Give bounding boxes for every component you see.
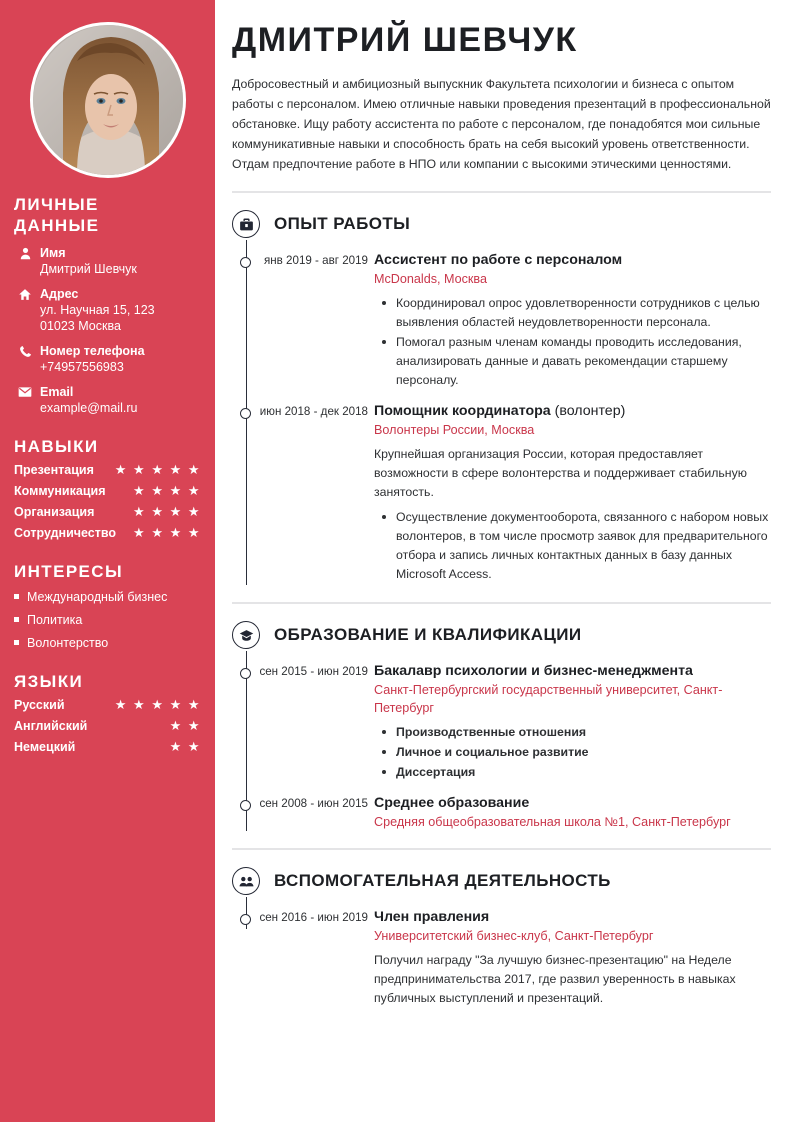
entry-dates: сен 2015 - июн 2019 xyxy=(259,665,368,678)
profile-photo-image xyxy=(33,25,186,178)
graduation-cap-icon xyxy=(232,621,260,649)
entry-title: Член правления xyxy=(374,909,490,925)
languages-heading: ЯЗЫКИ xyxy=(14,672,84,691)
entry-organization: McDonalds, Москва xyxy=(374,272,487,286)
language-name: Английский xyxy=(14,719,88,733)
contact-name xyxy=(14,245,201,277)
entry-dates: сен 2008 - июн 2015 xyxy=(259,797,368,810)
avatar xyxy=(30,22,186,178)
contact-label: Имя xyxy=(40,246,66,260)
square-bullet-icon xyxy=(14,617,19,622)
skill-name: Коммуникация xyxy=(14,484,106,498)
timeline-dot-icon xyxy=(240,257,251,268)
interest-label: Международный бизнес xyxy=(27,590,168,604)
language-row xyxy=(14,739,201,755)
entry-title: Среднее образование xyxy=(374,795,530,811)
entry-dates: сен 2016 - июн 2019 xyxy=(259,911,368,924)
section-header-experience xyxy=(232,210,771,238)
skill-row xyxy=(14,483,201,499)
activities-timeline xyxy=(232,897,771,1008)
language-rating-stars: ★ ★ xyxy=(169,739,201,754)
personal-details-heading-line1: ЛИЧНЫЕ xyxy=(14,195,99,214)
skill-name: Организация xyxy=(14,505,95,519)
skill-row xyxy=(14,504,201,520)
entry-description: Крупнейшая организация России, которая предоставляет возможности в сфере волонтерства и поддерживает стабильную занятость. xyxy=(374,447,747,499)
language-rating-stars: ★ ★ ★ ★ ★ xyxy=(114,697,201,712)
contact-value: example@mail.ru xyxy=(40,401,138,415)
skill-rating-stars: ★ ★ ★ ★ xyxy=(133,504,201,519)
section-header-activities xyxy=(232,867,771,895)
person-icon xyxy=(14,245,36,277)
bullet-item: Производственные отношения xyxy=(374,723,771,742)
bullet-item: Осуществление документооборота, связанного с набором новых волонтеров, в том числе просмотр заявок для предварительного отбора и запись личных контактных данных в базу данных Microsoft Access. xyxy=(374,508,771,584)
activity-entry xyxy=(232,897,771,1008)
entry-title: Ассистент по работе с персоналом xyxy=(374,252,623,268)
contact-email xyxy=(14,384,201,416)
page-title: ДМИТРИЙ ШЕВЧУК xyxy=(232,21,578,59)
interests-heading: ИНТЕРЕСЫ xyxy=(14,562,124,581)
entry-organization: Университетский бизнес-клуб, Санкт-Петербург xyxy=(374,929,654,943)
section-title: ВСПОМОГАТЕЛЬНАЯ ДЕЯТЕЛЬНОСТЬ xyxy=(274,871,611,890)
main-content xyxy=(215,0,793,1008)
interest-label: Волонтерство xyxy=(27,636,109,650)
section-divider xyxy=(232,602,771,604)
skill-rating-stars: ★ ★ ★ ★ xyxy=(133,525,201,540)
timeline-dot-icon xyxy=(240,914,251,925)
section-title: ОПЫТ РАБОТЫ xyxy=(274,214,411,233)
education-entry xyxy=(232,651,771,783)
contact-value-2: 01023 Москва xyxy=(40,319,121,333)
sidebar xyxy=(0,0,215,1122)
skill-row xyxy=(14,525,201,541)
contact-label: Email xyxy=(40,385,74,399)
interest-item xyxy=(14,589,201,605)
language-rating-stars: ★ ★ xyxy=(169,718,201,733)
contact-value: +74957556983 xyxy=(40,360,124,374)
education-timeline xyxy=(232,651,771,831)
contact-value: Дмитрий Шевчук xyxy=(40,262,137,276)
bullet-item: Диссертация xyxy=(374,763,771,782)
entry-title: Бакалавр психологии и бизнес-менеджмента xyxy=(374,663,693,679)
entry-description: Получил награду "За лучшую бизнес-презентацию" на Неделе предпринимательства 2017, где развил уверенность в навыках публичных выступлений и презентаций. xyxy=(374,953,736,1005)
experience-entry xyxy=(232,240,771,391)
briefcase-icon xyxy=(232,210,260,238)
people-icon xyxy=(232,867,260,895)
bullet-item: Личное и социальное развитие xyxy=(374,743,771,762)
skill-row xyxy=(14,462,201,478)
language-row xyxy=(14,718,201,734)
bullet-item: Координировал опрос удовлетворенности сотрудников с целью выявления областей неудовлетворенности персонала. xyxy=(374,294,771,332)
entry-bullets xyxy=(374,294,771,390)
skill-rating-stars: ★ ★ ★ ★ ★ xyxy=(114,462,201,477)
section-divider xyxy=(232,191,771,193)
entry-bullets xyxy=(374,723,771,782)
phone-icon xyxy=(14,343,36,375)
entry-bullets xyxy=(374,508,771,584)
personal-details-heading-line2: ДАННЫЕ xyxy=(14,216,100,235)
contact-phone xyxy=(14,343,201,375)
skill-rating-stars: ★ ★ ★ ★ xyxy=(133,483,201,498)
section-title: ОБРАЗОВАНИЕ И КВАЛИФИКАЦИИ xyxy=(274,625,582,644)
entry-organization: Санкт-Петербургский государственный университет, Санкт-Петербург xyxy=(374,683,723,715)
skill-name: Презентация xyxy=(14,463,94,477)
timeline-dot-icon xyxy=(240,800,251,811)
language-name: Русский xyxy=(14,698,65,712)
entry-dates: июн 2018 - дек 2018 xyxy=(259,405,368,418)
section-divider xyxy=(232,848,771,850)
contact-value: ул. Научная 15, 123 xyxy=(40,303,155,317)
language-name: Немецкий xyxy=(14,740,76,754)
home-icon xyxy=(14,286,36,334)
square-bullet-icon xyxy=(14,640,19,645)
entry-title-suffix: (волонтер) xyxy=(550,403,626,419)
contact-label: Номер телефона xyxy=(40,344,145,358)
timeline-dot-icon xyxy=(240,408,251,419)
entry-dates: янв 2019 - авг 2019 xyxy=(263,254,368,267)
entry-organization: Средняя общеобразовательная школа №1, Санкт-Петербург xyxy=(374,815,731,829)
skill-name: Сотрудничество xyxy=(14,526,117,540)
skills-heading: НАВЫКИ xyxy=(14,437,99,456)
contact-address xyxy=(14,286,201,334)
experience-entry xyxy=(232,391,771,585)
interest-item xyxy=(14,635,201,651)
entry-title-main: Помощник координатора xyxy=(374,403,551,419)
square-bullet-icon xyxy=(14,594,19,599)
profile-summary: Добросовестный и амбициозный выпускник Факультета психологии и бизнеса с опытом работы с персоналом. Имею отличные навыки проведения презентаций в профессиональной обстановке. Ищу работу ассистента по работе с персоналом, где понадобятся мои сильные коммуникативные навыки и способность брать на себя высокий уровень ответственности. Отдам предпочтение работе в НПО или компании с высокими этическими ценностями. xyxy=(232,77,771,171)
entry-organization: Волонтеры России, Москва xyxy=(374,423,535,437)
education-entry xyxy=(232,783,771,831)
bullet-item: Помогал разным членам команды проводить исследования, анализировать данные и давать рекомендации старшему персоналу. xyxy=(374,333,771,390)
entry-title xyxy=(374,402,771,421)
interest-label: Политика xyxy=(27,613,83,627)
experience-timeline xyxy=(232,240,771,585)
section-header-education xyxy=(232,621,771,649)
timeline-dot-icon xyxy=(240,668,251,679)
language-row xyxy=(14,697,201,713)
contact-label: Адрес xyxy=(40,287,79,301)
interest-item xyxy=(14,612,201,628)
envelope-icon xyxy=(14,384,36,416)
